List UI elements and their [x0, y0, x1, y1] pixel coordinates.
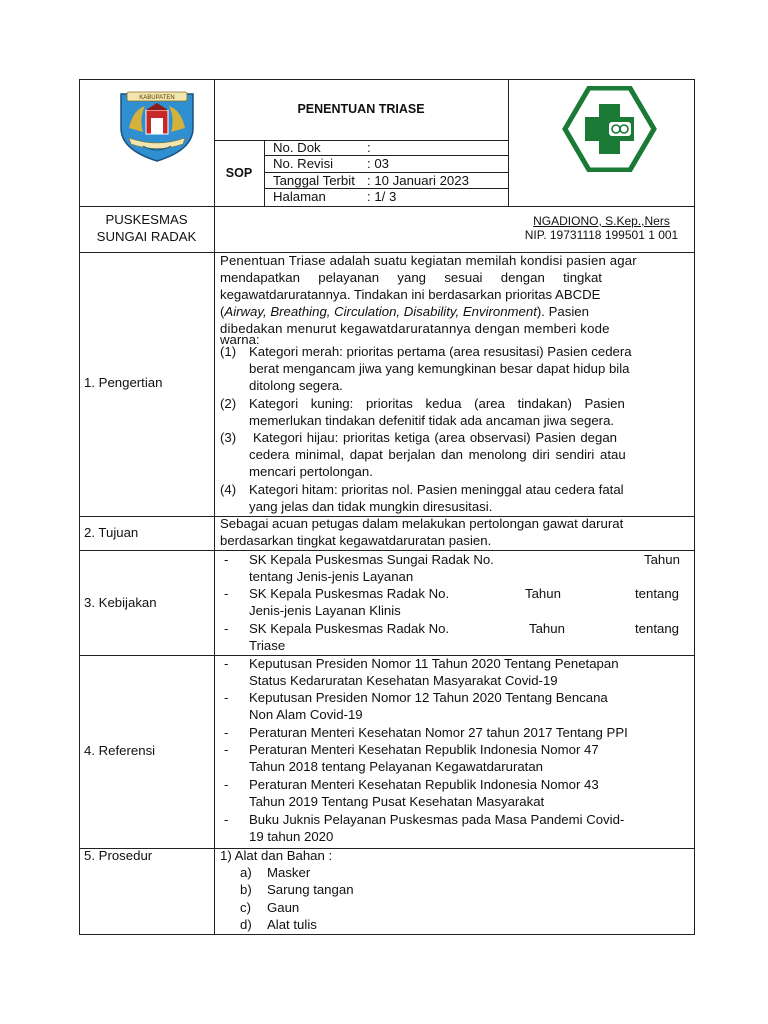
- page-value: : 1/ 3: [367, 189, 397, 204]
- list-letter: d): [240, 917, 252, 932]
- category-text: ditolong segera.: [249, 378, 343, 393]
- category-text: yang jelas dan tidak mungkin diresusitasi.: [249, 499, 493, 514]
- prosedur-heading: 1) Alat dan Bahan :: [220, 848, 333, 863]
- category-number: (1): [220, 344, 237, 359]
- pengertian-intro-line-abcde: [220, 303, 686, 320]
- category-text: Kategori hitam: prioritas nol. Pasien meninggal atau cedera fatal: [249, 482, 624, 497]
- doc-no-value: :: [367, 140, 371, 155]
- policy-text: Triase: [249, 638, 286, 653]
- policy-text: Jenis-jenis Layanan Klinis: [249, 603, 401, 618]
- policy-year: Tahun: [644, 552, 680, 567]
- reference-text: Peraturan Menteri Kesehatan Nomor 27 tahun 2017 Tentang PPI: [249, 725, 628, 740]
- category-text: mencari pertolongan.: [249, 464, 373, 479]
- category-text: Kategori merah: prioritas pertama (area resusitasi) Pasien cedera: [249, 344, 632, 359]
- reference-text: Status Kedaruratan Kesehatan Masyarakat Covid-19: [249, 673, 558, 688]
- category-number: (3): [220, 430, 237, 445]
- reference-text: Tahun 2018 tentang Pelayanan Kegawatdaruratan: [249, 759, 544, 774]
- policy-about: tentang: [635, 621, 679, 636]
- category-text: Kategori kuning: prioritas kedua (area tindakan) Pasien: [249, 396, 625, 411]
- policy-year: Tahun: [525, 586, 561, 601]
- puskesmas-logo: [562, 86, 657, 172]
- bullet-dash: -: [224, 812, 229, 827]
- reference-text: Non Alam Covid-19: [249, 707, 363, 722]
- list-item: Gaun: [267, 900, 300, 915]
- signer-nip: NIP. 19731118 199501 1 001: [524, 228, 679, 242]
- page-title: PENENTUAN TRIASE: [297, 102, 425, 116]
- category-text: cedera minimal, dapat berjalan dan menolong diri sendiri atau: [249, 447, 626, 462]
- category-number: (4): [220, 482, 237, 497]
- institution-name-line1: PUSKESMAS: [105, 212, 188, 227]
- section-label-prosedur: 5. Prosedur: [84, 848, 153, 863]
- section-label-referensi: 4. Referensi: [84, 743, 156, 758]
- category-number: (2): [220, 396, 237, 411]
- bullet-dash: -: [224, 552, 229, 567]
- issue-date-value: : 10 Januari 2023: [367, 173, 469, 188]
- bullet-dash: -: [224, 725, 229, 740]
- list-letter: c): [240, 900, 251, 915]
- category-text: Kategori hijau: prioritas ketiga (area observasi) Pasien degan: [253, 430, 617, 445]
- policy-text: SK Kepala Puskesmas Sungai Radak No.: [249, 552, 494, 567]
- pengertian-intro-line: dibedakan menurut kegawatdaruratannya dengan memberi kode: [220, 321, 610, 336]
- pengertian-intro-line: mendapatkan pelayanan yang sesuai dengan tingkat: [220, 270, 602, 285]
- reference-text: Tahun 2019 Tentang Pusat Kesehatan Masyarakat: [249, 794, 545, 809]
- sop-label: SOP: [225, 166, 253, 180]
- policy-text: tentang Jenis-jenis Layanan: [249, 569, 414, 584]
- pengertian-intro-line: Penentuan Triase adalah suatu kegiatan memilah kondisi pasien agar: [220, 253, 637, 268]
- list-letter: a): [240, 865, 252, 880]
- bullet-dash: -: [224, 742, 229, 757]
- category-text: berat mengancam jiwa yang kemungkinan besar dapat hidup bila: [249, 361, 630, 376]
- policy-year: Tahun: [529, 621, 565, 636]
- section-label-kebijakan: 3. Kebijakan: [84, 595, 157, 610]
- list-item: Alat tulis: [267, 917, 317, 932]
- abcde-open: (: [220, 304, 225, 319]
- page-label: Halaman: [273, 189, 326, 204]
- policy-text: SK Kepala Puskesmas Radak No.: [249, 621, 450, 636]
- bullet-dash: -: [224, 621, 229, 636]
- reference-text: Peraturan Menteri Kesehatan Republik Indonesia Nomor 47: [249, 742, 599, 757]
- bullet-dash: -: [224, 777, 229, 792]
- policy-text: SK Kepala Puskesmas Radak No.: [249, 586, 450, 601]
- tujuan-line: Sebagai acuan petugas dalam melakukan pertolongan gawat darurat: [220, 516, 624, 531]
- section-label-pengertian: 1. Pengertian: [84, 375, 163, 390]
- revision-label: No. Revisi: [273, 156, 334, 171]
- pengertian-intro-line: warna:: [220, 332, 260, 347]
- section-label-tujuan: 2. Tujuan: [84, 525, 139, 540]
- kabupaten-logo: [113, 88, 201, 164]
- reference-text: Keputusan Presiden Nomor 11 Tahun 2020 Tentang Penetapan: [249, 656, 619, 671]
- abcde-close: ). Pasien: [536, 304, 589, 319]
- category-text: memerlukan tindakan defenitif tidak ada ancaman jiwa segera.: [249, 413, 615, 428]
- revision-value: : 03: [367, 156, 389, 171]
- bullet-dash: -: [224, 656, 229, 671]
- bullet-dash: -: [224, 586, 229, 601]
- issue-date-label: Tanggal Terbit: [273, 173, 355, 188]
- kabupaten-logo-text: KABUPATEN: [139, 95, 175, 101]
- reference-text: Peraturan Menteri Kesehatan Republik Indonesia Nomor 43: [249, 777, 599, 792]
- reference-text: Buku Juknis Pelayanan Puskesmas pada Masa Pandemi Covid-: [249, 812, 625, 827]
- tujuan-line: berdasarkan tingkat kegawatdaruratan pasien.: [220, 533, 492, 548]
- list-letter: b): [240, 882, 252, 897]
- reference-text: Keputusan Presiden Nomor 12 Tahun 2020 Tentang Bencana: [249, 690, 608, 705]
- pengertian-intro-line: kegawatdaruratannya. Tindakan ini berdasarkan prioritas ABCDE: [220, 287, 601, 302]
- institution-name-line2: SUNGAI RADAK: [96, 229, 197, 244]
- doc-no-label: No. Dok: [273, 140, 321, 155]
- list-item: Masker: [267, 865, 311, 880]
- abcde-terms: Airway, Breathing, Circulation, Disability, Environment: [224, 304, 537, 319]
- policy-about: tentang: [635, 586, 679, 601]
- bullet-dash: -: [224, 690, 229, 705]
- signer-name: NGADIONO, S.Kep.,Ners: [533, 214, 670, 228]
- reference-text: 19 tahun 2020: [249, 829, 334, 844]
- list-item: Sarung tangan: [267, 882, 354, 897]
